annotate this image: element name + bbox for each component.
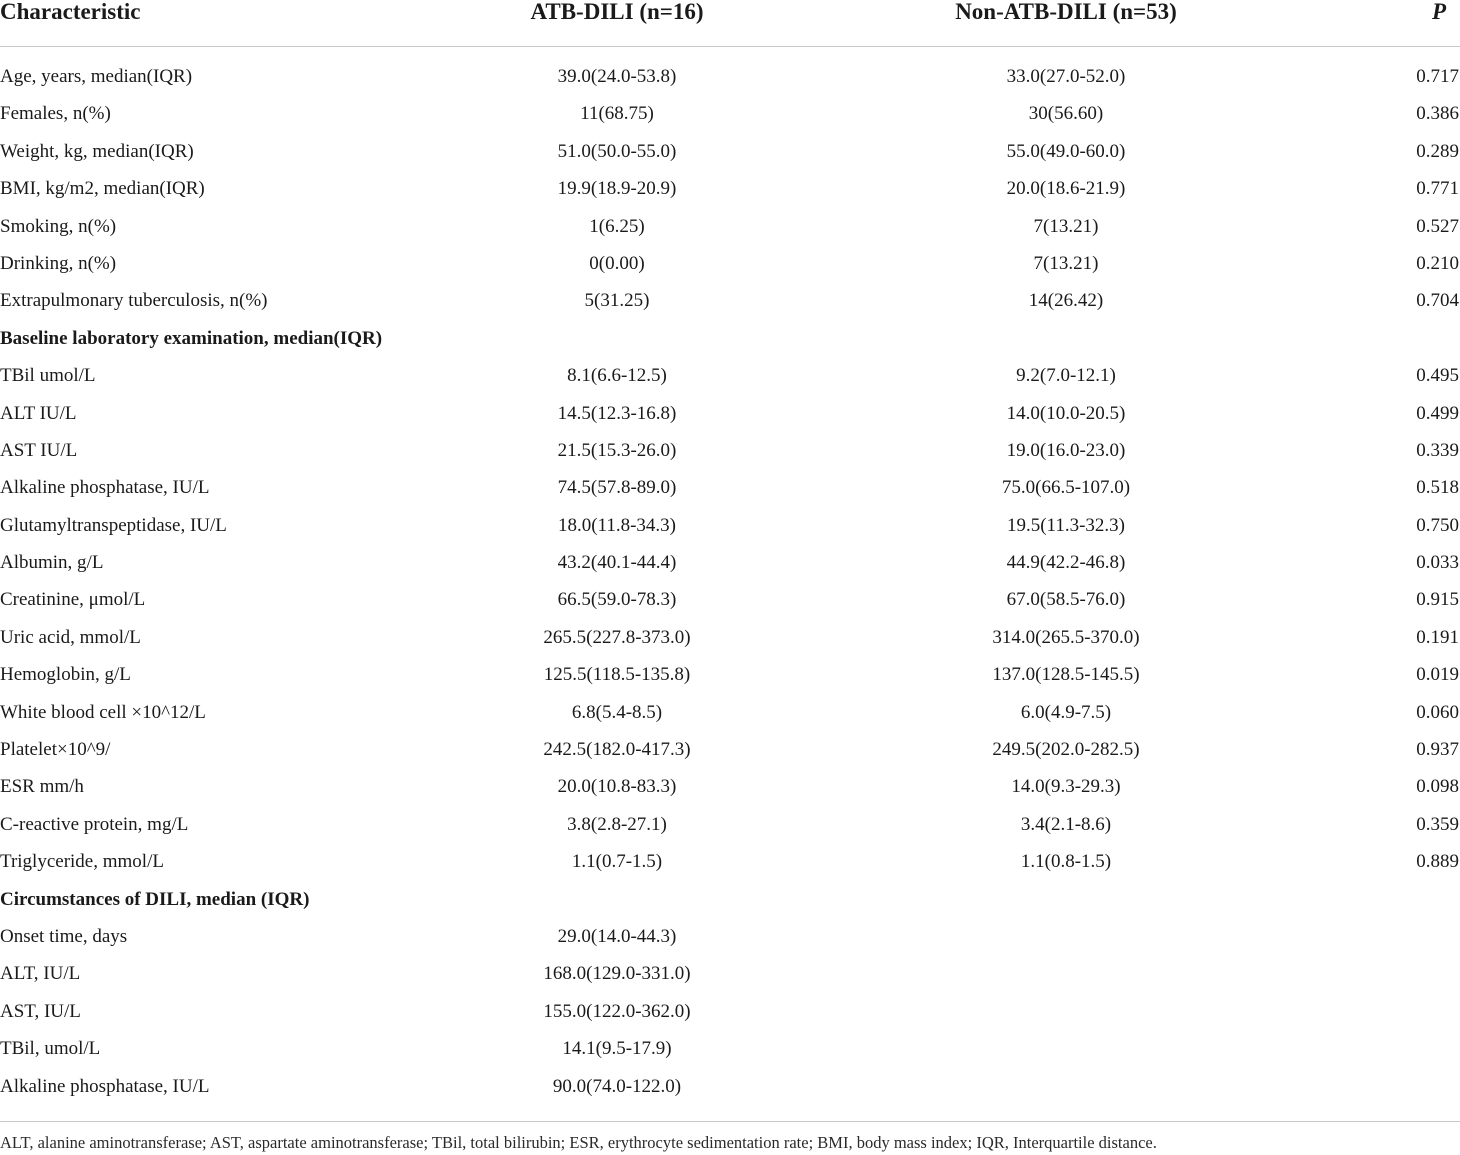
characteristic-cell: Triglyceride, mmol/L bbox=[0, 851, 164, 873]
table-row bbox=[0, 919, 1460, 956]
footer-divider bbox=[0, 1121, 1460, 1122]
characteristic-cell: White blood cell ×10^12/L bbox=[0, 701, 206, 723]
non-atb-dili-cell: 9.2(7.0-12.1) bbox=[1016, 365, 1116, 387]
section-title: Circumstances of DILI, median (IQR) bbox=[0, 888, 310, 910]
atb-dili-cell: 5(31.25) bbox=[584, 290, 650, 312]
table-row bbox=[0, 246, 1460, 283]
non-atb-dili-cell: 249.5(202.0-282.5) bbox=[992, 739, 1140, 761]
atb-dili-cell: 3.8(2.8-27.1) bbox=[567, 813, 667, 835]
header-p-value: P bbox=[1431, 0, 1446, 24]
characteristic-cell: Alkaline phosphatase, IU/L bbox=[0, 1075, 210, 1097]
atb-dili-cell: 0(0.00) bbox=[589, 252, 645, 274]
atb-dili-cell: 155.0(122.0-362.0) bbox=[543, 1000, 691, 1022]
p-value-cell: 0.033 bbox=[1416, 552, 1459, 574]
table-row bbox=[0, 134, 1460, 171]
table-row bbox=[0, 844, 1460, 881]
characteristic-cell: Glutamyltranspeptidase, IU/L bbox=[0, 514, 227, 536]
non-atb-dili-cell: 314.0(265.5-370.0) bbox=[992, 626, 1140, 648]
characteristic-cell: Females, n(%) bbox=[0, 103, 111, 125]
table-row bbox=[0, 1031, 1460, 1068]
atb-dili-cell: 21.5(15.3-26.0) bbox=[557, 439, 677, 461]
atb-dili-cell: 43.2(40.1-44.4) bbox=[557, 552, 677, 574]
atb-dili-cell: 1(6.25) bbox=[589, 215, 645, 237]
p-value-cell: 0.771 bbox=[1416, 178, 1459, 200]
atb-dili-cell: 20.0(10.8-83.3) bbox=[557, 776, 677, 798]
characteristic-cell: Albumin, g/L bbox=[0, 552, 104, 574]
p-value-cell: 0.289 bbox=[1416, 140, 1459, 162]
section-header-row bbox=[0, 882, 1460, 919]
non-atb-dili-cell: 14.0(10.0-20.5) bbox=[1006, 402, 1126, 424]
non-atb-dili-cell: 55.0(49.0-60.0) bbox=[1006, 140, 1126, 162]
atb-dili-cell: 90.0(74.0-122.0) bbox=[552, 1075, 682, 1097]
non-atb-dili-cell: 6.0(4.9-7.5) bbox=[1020, 701, 1112, 723]
non-atb-dili-cell: 33.0(27.0-52.0) bbox=[1006, 66, 1126, 87]
characteristic-cell: Extrapulmonary tuberculosis, n(%) bbox=[0, 290, 268, 312]
characteristic-cell: BMI, kg/m2, median(IQR) bbox=[0, 178, 205, 200]
table-row bbox=[0, 470, 1460, 507]
non-atb-dili-cell: 7(13.21) bbox=[1033, 252, 1099, 274]
table-row bbox=[0, 1069, 1460, 1106]
characteristic-cell: Smoking, n(%) bbox=[0, 215, 117, 237]
non-atb-dili-cell: 19.5(11.3-32.3) bbox=[1006, 514, 1126, 536]
characteristic-cell: C-reactive protein, mg/L bbox=[0, 813, 189, 835]
table-row bbox=[0, 59, 1460, 96]
p-value-cell: 0.386 bbox=[1416, 103, 1459, 125]
p-value-cell: 0.527 bbox=[1416, 215, 1459, 237]
p-value-cell: 0.889 bbox=[1416, 851, 1459, 873]
table-row bbox=[0, 620, 1460, 657]
table-row bbox=[0, 433, 1460, 470]
table-body bbox=[0, 59, 1460, 1106]
p-value-cell: 0.210 bbox=[1416, 252, 1459, 274]
characteristic-cell: TBil, umol/L bbox=[0, 1038, 101, 1060]
atb-dili-cell: 66.5(59.0-78.3) bbox=[557, 589, 677, 611]
characteristic-cell: Hemoglobin, g/L bbox=[0, 664, 131, 686]
table-row bbox=[0, 695, 1460, 732]
atb-dili-cell: 39.0(24.0-53.8) bbox=[557, 66, 677, 87]
header-characteristic: Characteristic bbox=[0, 0, 141, 24]
table-header bbox=[0, 0, 1460, 47]
non-atb-dili-cell: 75.0(66.5-107.0) bbox=[1001, 477, 1131, 499]
characteristic-cell: Alkaline phosphatase, IU/L bbox=[0, 477, 210, 499]
section-header-row bbox=[0, 321, 1460, 358]
atb-dili-cell: 242.5(182.0-417.3) bbox=[543, 739, 691, 761]
atb-dili-cell: 6.8(5.4-8.5) bbox=[571, 701, 663, 723]
p-value-cell: 0.359 bbox=[1416, 813, 1459, 835]
atb-dili-cell: 8.1(6.6-12.5) bbox=[567, 365, 667, 387]
non-atb-dili-cell: 30(56.60) bbox=[1028, 103, 1104, 125]
atb-dili-cell: 14.5(12.3-16.8) bbox=[557, 402, 677, 424]
characteristic-cell: Creatinine, μmol/L bbox=[0, 589, 146, 611]
characteristic-cell: Platelet×10^9/ bbox=[0, 739, 111, 761]
header-atb-dili: ATB-DILI (n=16) bbox=[530, 0, 704, 24]
non-atb-dili-cell: 67.0(58.5-76.0) bbox=[1006, 589, 1126, 611]
atb-dili-cell: 18.0(11.8-34.3) bbox=[557, 514, 677, 536]
table-row bbox=[0, 956, 1460, 993]
p-value-cell: 0.060 bbox=[1416, 701, 1459, 723]
table-footnote: ALT, alanine aminotransferase; AST, aspartate aminotransferase; TBil, total bilirubin; ESR, erythrocyte sedimentation rate; BMI, body mass index; IQR, Interquartile distance. bbox=[0, 1133, 1157, 1152]
non-atb-dili-cell: 44.9(42.2-46.8) bbox=[1006, 552, 1126, 574]
non-atb-dili-cell: 19.0(16.0-23.0) bbox=[1006, 439, 1126, 461]
atb-dili-cell: 11(68.75) bbox=[580, 103, 654, 125]
atb-dili-cell: 29.0(14.0-44.3) bbox=[557, 925, 677, 947]
p-value-cell: 0.019 bbox=[1416, 664, 1459, 686]
characteristic-cell: Uric acid, mmol/L bbox=[0, 626, 141, 648]
table-row bbox=[0, 283, 1460, 320]
characteristic-cell: Onset time, days bbox=[0, 925, 128, 947]
table-row bbox=[0, 209, 1460, 246]
non-atb-dili-cell: 14.0(9.3-29.3) bbox=[1011, 776, 1121, 798]
p-value-cell: 0.495 bbox=[1416, 365, 1459, 387]
atb-dili-cell: 125.5(118.5-135.8) bbox=[543, 664, 691, 686]
p-value-cell: 0.937 bbox=[1416, 739, 1459, 761]
table-row bbox=[0, 396, 1460, 433]
table-row bbox=[0, 657, 1460, 694]
non-atb-dili-cell: 14(26.42) bbox=[1028, 290, 1104, 312]
p-value-cell: 0.717 bbox=[1416, 66, 1459, 87]
table-row bbox=[0, 171, 1460, 208]
non-atb-dili-cell: 20.0(18.6-21.9) bbox=[1006, 178, 1126, 200]
table-row bbox=[0, 508, 1460, 545]
atb-dili-cell: 14.1(9.5-17.9) bbox=[562, 1038, 672, 1060]
atb-dili-cell: 51.0(50.0-55.0) bbox=[557, 140, 677, 162]
characteristic-cell: ALT IU/L bbox=[0, 402, 77, 424]
non-atb-dili-cell: 3.4(2.1-8.6) bbox=[1020, 813, 1112, 835]
characteristic-cell: Weight, kg, median(IQR) bbox=[0, 140, 194, 162]
header-non-atb-dili: Non-ATB-DILI (n=53) bbox=[955, 0, 1177, 24]
table-row bbox=[0, 807, 1460, 844]
atb-dili-cell: 1.1(0.7-1.5) bbox=[571, 851, 663, 873]
table-row bbox=[0, 545, 1460, 582]
p-value-cell: 0.704 bbox=[1416, 290, 1459, 312]
atb-dili-cell: 19.9(18.9-20.9) bbox=[557, 178, 677, 200]
section-title: Baseline laboratory examination, median(IQR) bbox=[0, 327, 383, 349]
table-row bbox=[0, 994, 1460, 1031]
p-value-cell: 0.750 bbox=[1416, 514, 1459, 536]
characteristic-cell: Drinking, n(%) bbox=[0, 252, 117, 274]
p-value-cell: 0.191 bbox=[1416, 626, 1459, 648]
table-row bbox=[0, 358, 1460, 395]
p-value-cell: 0.518 bbox=[1416, 477, 1459, 499]
non-atb-dili-cell: 7(13.21) bbox=[1033, 215, 1099, 237]
characteristic-cell: ESR mm/h bbox=[0, 776, 84, 798]
atb-dili-cell: 168.0(129.0-331.0) bbox=[543, 963, 691, 985]
table-row bbox=[0, 96, 1460, 133]
p-value-cell: 0.339 bbox=[1416, 439, 1459, 461]
p-value-cell: 0.098 bbox=[1416, 776, 1459, 798]
characteristic-cell: ALT, IU/L bbox=[0, 963, 81, 985]
table-row bbox=[0, 769, 1460, 806]
characteristic-cell: AST, IU/L bbox=[0, 1000, 81, 1022]
characteristic-cell: AST IU/L bbox=[0, 439, 78, 461]
p-value-cell: 0.915 bbox=[1416, 589, 1459, 611]
p-value-cell: 0.499 bbox=[1416, 402, 1459, 424]
characteristic-cell: TBil umol/L bbox=[0, 365, 96, 387]
table-row bbox=[0, 582, 1460, 619]
characteristic-cell: Age, years, median(IQR) bbox=[0, 66, 193, 87]
atb-dili-cell: 265.5(227.8-373.0) bbox=[543, 626, 691, 648]
non-atb-dili-cell: 137.0(128.5-145.5) bbox=[992, 664, 1140, 686]
atb-dili-cell: 74.5(57.8-89.0) bbox=[557, 477, 677, 499]
non-atb-dili-cell: 1.1(0.8-1.5) bbox=[1020, 851, 1112, 873]
table-row bbox=[0, 732, 1460, 769]
